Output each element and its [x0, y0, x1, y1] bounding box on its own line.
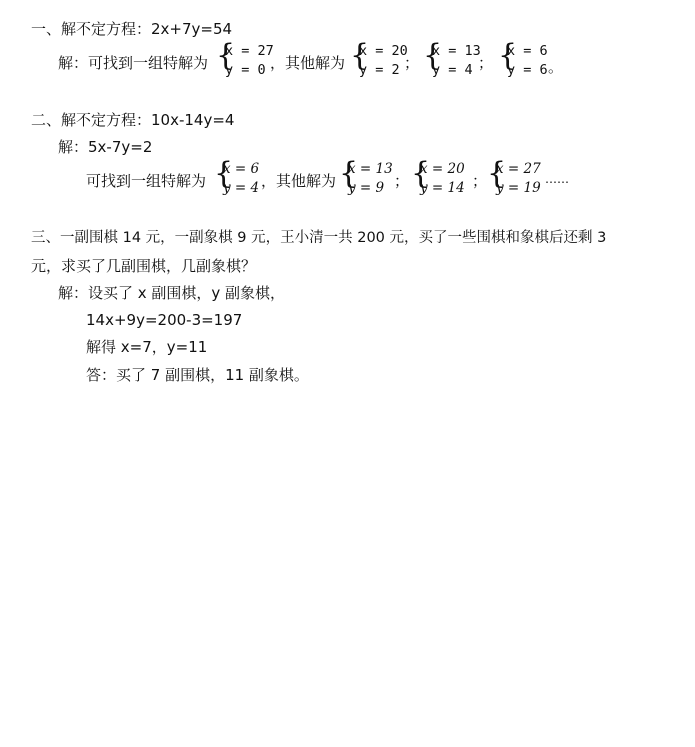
problem-1-mid: ，其他解为: [270, 54, 346, 72]
eq-y: y = 0: [225, 62, 266, 78]
period: 。: [548, 58, 564, 76]
problem-3-line-3: 解：设买了 x 副围棋，y 副象棋，: [58, 284, 286, 302]
eq-y: y = 4: [432, 62, 473, 78]
eq-x: x = 27: [496, 161, 541, 177]
eq-x: x = 13: [432, 43, 481, 59]
ellipsis: ……: [545, 172, 569, 186]
eq-y: y = 19: [496, 180, 541, 196]
problem-1-heading: 一、解不定方程：2x+7y=54: [31, 20, 233, 38]
brace-icon: {: [214, 156, 234, 191]
problem-2-mid: ，其他解为: [261, 172, 337, 190]
separator: ；: [472, 172, 488, 190]
eq-y: y = 6: [507, 62, 548, 78]
eq-x: x = 20: [420, 161, 465, 177]
separator: ；: [404, 54, 420, 72]
brace-icon: {: [411, 156, 431, 191]
problem-3-line-4: 14x+9y=200-3=197: [86, 311, 243, 329]
eq-x: x = 13: [348, 161, 393, 177]
eq-y: y = 4: [223, 180, 260, 196]
problem-3-line-6: 答：买了 7 副围棋，11 副象棋。: [86, 366, 309, 384]
eq-x: x = 6: [507, 43, 548, 59]
brace-icon: {: [498, 38, 518, 73]
brace-icon: {: [339, 156, 359, 191]
problem-2-heading: 二、解不定方程：10x-14y=4: [31, 111, 235, 129]
brace-icon: {: [487, 156, 507, 191]
brace-icon: {: [216, 38, 236, 73]
brace-icon: {: [423, 38, 443, 73]
brace-icon: {: [350, 38, 370, 73]
problem-2-step-1: 解：5x-7y=2: [58, 138, 153, 156]
eq-x: x = 20: [359, 43, 408, 59]
problem-3-line-2: 元，求买了几副围棋，几副象棋？: [31, 257, 257, 275]
problem-1-intro: 解：可找到一组特解为: [58, 54, 209, 72]
eq-x: x = 6: [223, 161, 260, 177]
separator: ；: [394, 172, 410, 190]
problem-2-intro: 可找到一组特解为: [86, 172, 207, 190]
eq-y: y = 14: [420, 180, 465, 196]
eq-x: x = 27: [225, 43, 274, 59]
eq-y: y = 2: [359, 62, 400, 78]
problem-3-line-5: 解得 x=7，y=11: [86, 338, 208, 356]
separator: ；: [478, 54, 494, 72]
eq-y: y = 9: [348, 180, 385, 196]
problem-3-line-1: 三、一副围棋 14 元，一副象棋 9 元，王小清一共 200 元，买了一些围棋和象棋后还剩 3: [31, 230, 607, 246]
